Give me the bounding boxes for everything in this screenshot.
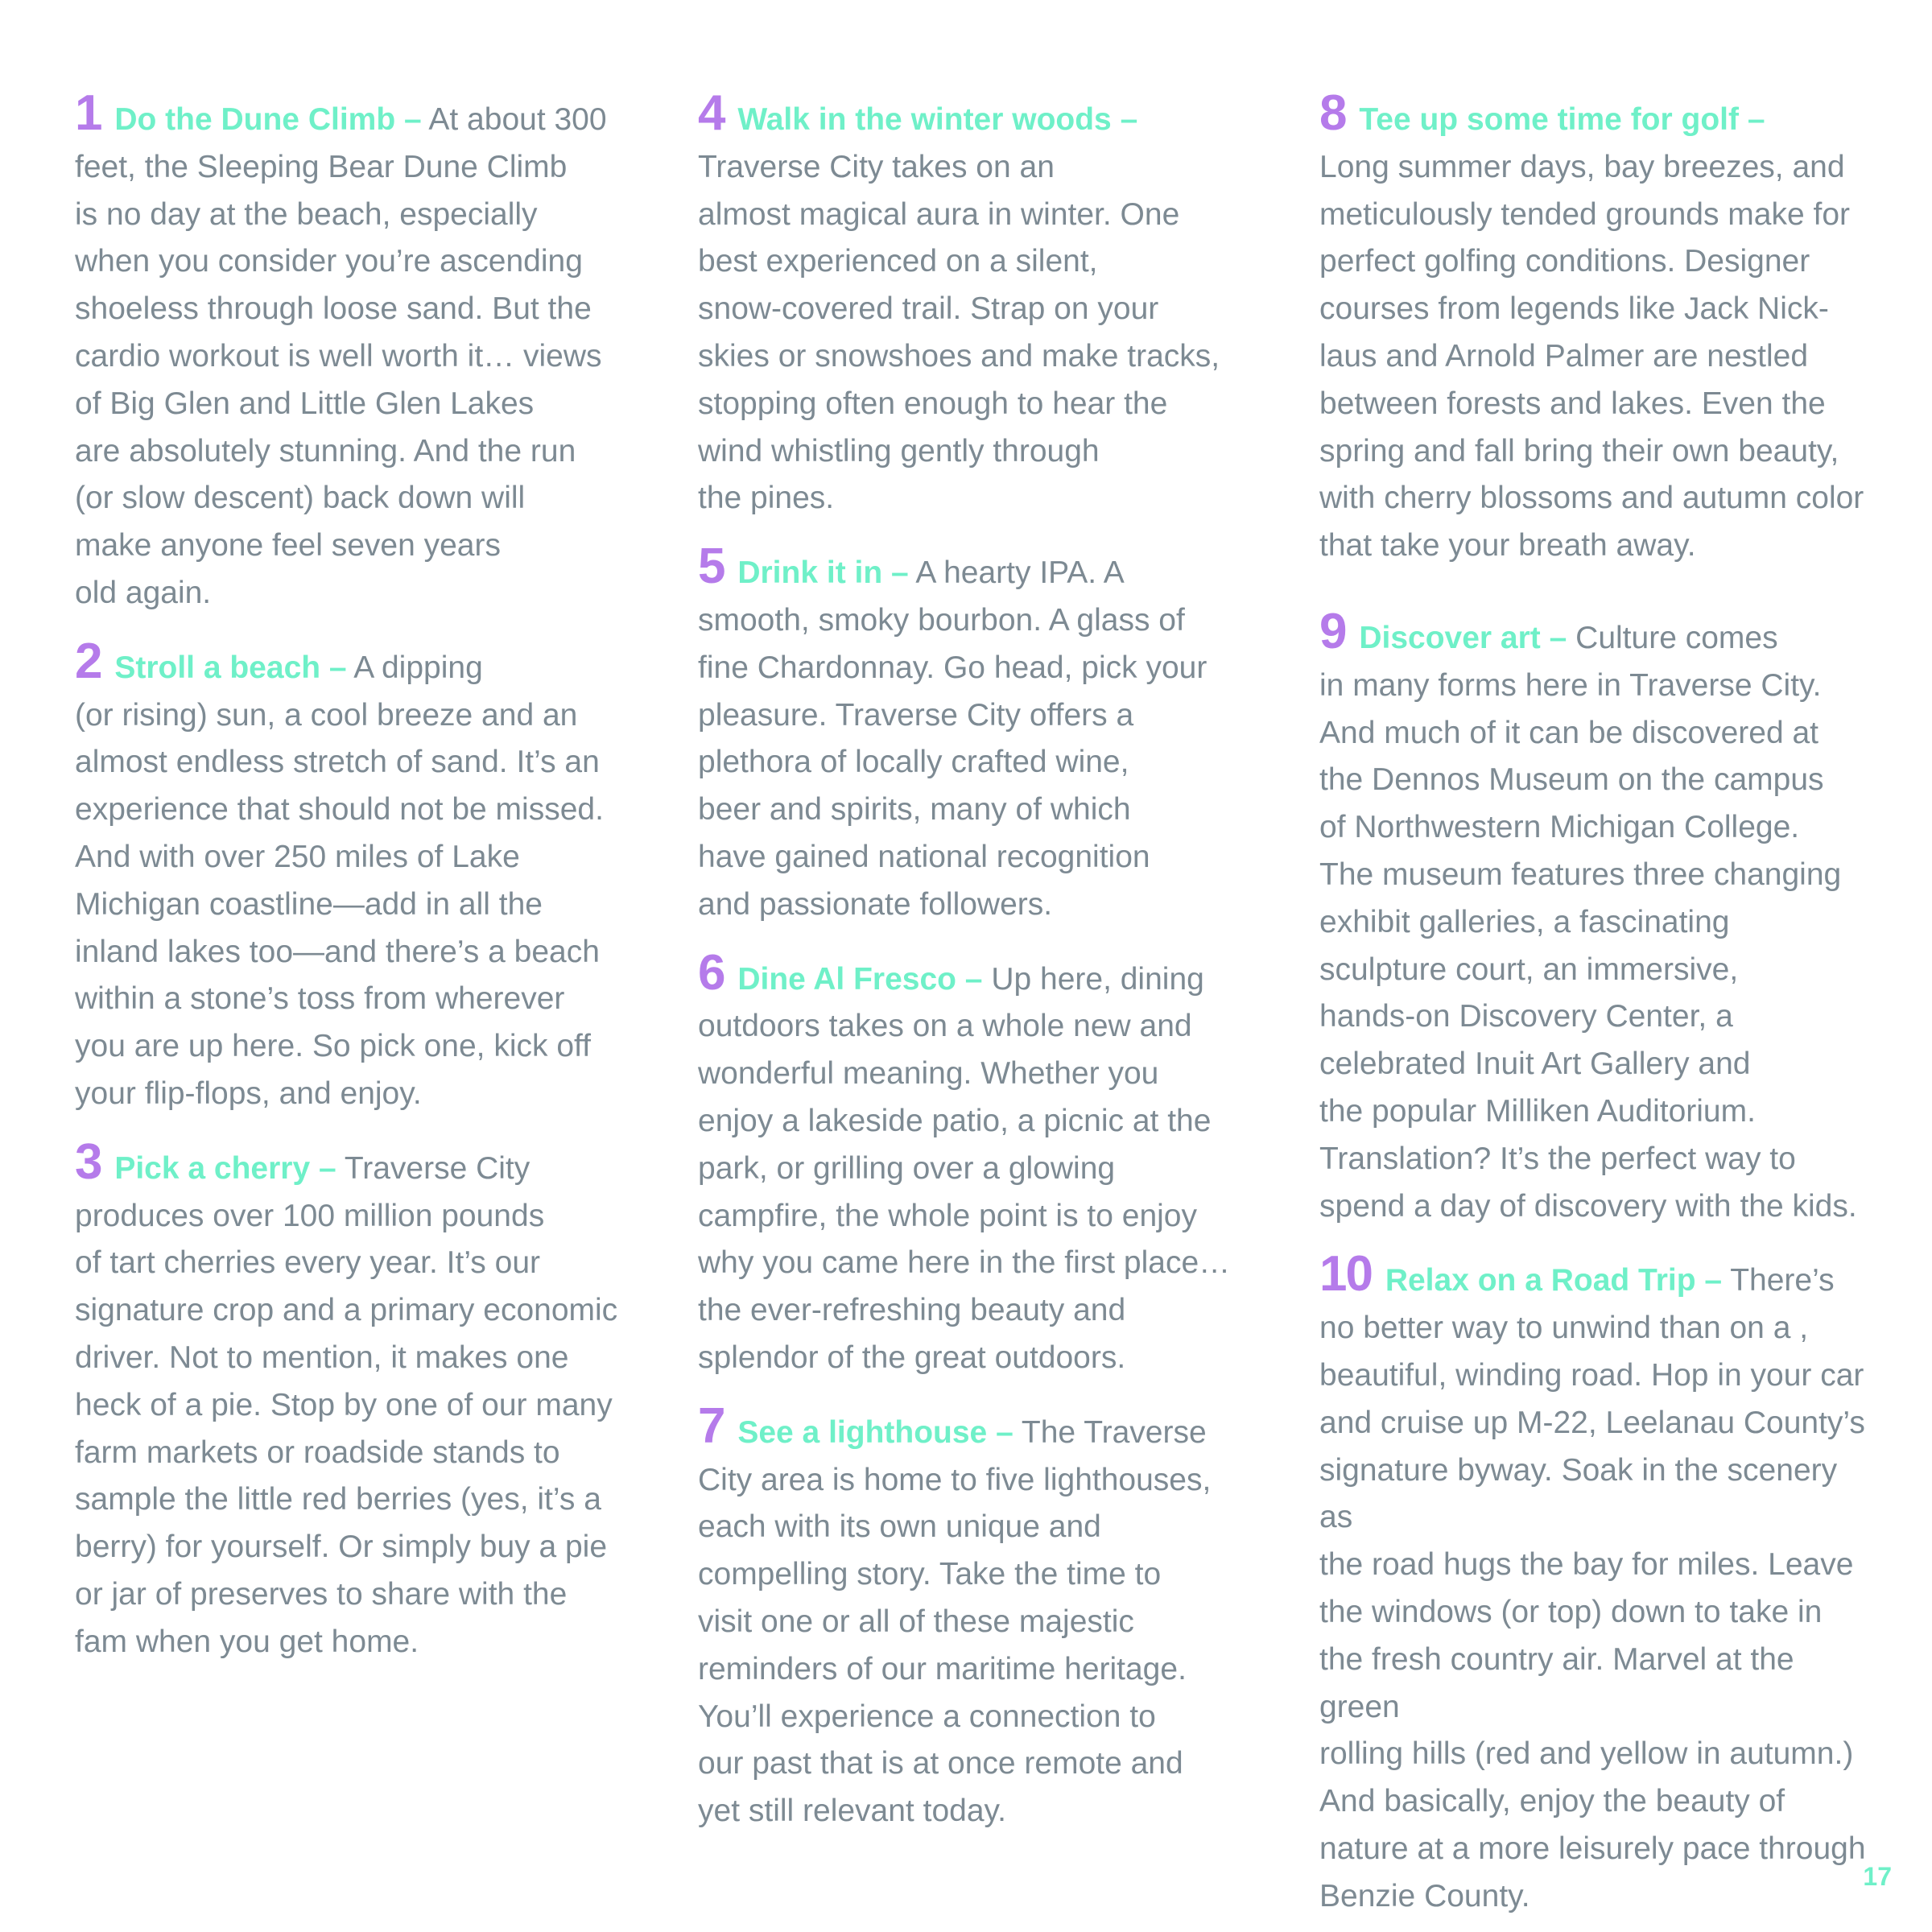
item-body-line: signature crop and a primary economic bbox=[75, 1293, 618, 1328]
item-body bbox=[75, 102, 607, 610]
item-body-line: when you consider you’re ascending bbox=[75, 244, 583, 279]
item-number: 1 bbox=[75, 85, 101, 141]
item-body-line: Up here, dining bbox=[991, 961, 1204, 997]
item-heading: Pick a cherry – bbox=[114, 1150, 336, 1186]
item-body-line: each with its own unique and bbox=[698, 1509, 1101, 1545]
item-body-line: reminders of our maritime heritage. bbox=[698, 1651, 1187, 1686]
item-body-line: At about 300 bbox=[428, 102, 607, 137]
item-body-line: fam when you get home. bbox=[75, 1624, 419, 1659]
item-body-line: City area is home to five lighthouses, bbox=[698, 1462, 1212, 1497]
item-body bbox=[698, 1415, 1211, 1828]
item-body-line: And basically, enjoy the beauty of bbox=[1319, 1784, 1785, 1819]
item-body-line: the ever-refreshing beauty and bbox=[698, 1293, 1126, 1328]
item-body-line: yet still relevant today. bbox=[698, 1794, 1006, 1829]
item-body bbox=[1319, 621, 1857, 1224]
item-body-line: signature byway. Soak in the scenery as bbox=[1319, 1452, 1838, 1535]
item-body bbox=[75, 1151, 617, 1659]
item-body-line: stopping often enough to hear the bbox=[698, 386, 1168, 421]
item-body-line: driver. Not to mention, it makes one bbox=[75, 1340, 569, 1375]
item-body-line: nature at a more leisurely pace through bbox=[1319, 1831, 1866, 1866]
item-body-line: the popular Milliken Auditorium. bbox=[1319, 1093, 1756, 1129]
item-body-line: with cherry blossoms and autumn color bbox=[1319, 481, 1864, 516]
item-body-line: hands-on Discovery Center, a bbox=[1319, 999, 1733, 1034]
item-body-line: sample the little red berries (yes, it’s a bbox=[75, 1482, 601, 1517]
item-body-line: experience that should not be missed. bbox=[75, 792, 604, 828]
item-body-line: you are up here. So pick one, kick off bbox=[75, 1029, 591, 1064]
item-heading: Stroll a beach – bbox=[114, 650, 347, 685]
item-body bbox=[698, 555, 1207, 922]
item-body-line: outdoors takes on a whole new and bbox=[698, 1009, 1192, 1044]
item-number: 2 bbox=[75, 633, 101, 689]
item-number: 4 bbox=[698, 85, 724, 141]
item-body-line: spend a day of discovery with the kids. bbox=[1319, 1188, 1857, 1224]
list-item-7 bbox=[698, 1397, 1253, 1835]
item-body-line: beautiful, winding road. Hop in your car bbox=[1319, 1357, 1864, 1393]
item-body-line: of Northwestern Michigan College. bbox=[1319, 810, 1800, 845]
item-body-line: the road hugs the bay for miles. Leave bbox=[1319, 1547, 1854, 1583]
item-body-line: campfire, the whole point is to enjoy bbox=[698, 1198, 1198, 1233]
item-number: 6 bbox=[698, 944, 724, 1001]
item-body-line: farm markets or roadside stands to bbox=[75, 1435, 560, 1470]
item-body-line: Long summer days, bay breezes, and bbox=[1319, 149, 1845, 184]
item-body-line: old again. bbox=[75, 575, 212, 610]
item-body-line: meticulously tended grounds make for bbox=[1319, 196, 1851, 232]
item-body-line: plethora of locally crafted wine, bbox=[698, 745, 1129, 780]
item-body-line: rolling hills (red and yellow in autumn.) bbox=[1319, 1736, 1854, 1772]
item-body-line: (or rising) sun, a cool breeze and an bbox=[75, 697, 578, 733]
list-item-9 bbox=[1319, 603, 1875, 1230]
item-body bbox=[1319, 150, 1864, 563]
item-body-line: exhibit galleries, a fascinating bbox=[1319, 904, 1730, 939]
column-left bbox=[75, 85, 630, 1666]
item-body-line: almost endless stretch of sand. It’s an bbox=[75, 745, 600, 780]
item-number: 9 bbox=[1319, 603, 1346, 659]
item-body-line: A hearty IPA. A bbox=[915, 555, 1125, 591]
item-body-line: fine Chardonnay. Go head, pick your bbox=[698, 650, 1208, 685]
item-body-line: have gained national recognition bbox=[698, 839, 1150, 874]
item-body-line: why you came here in the first place… bbox=[698, 1245, 1231, 1281]
list-item-3 bbox=[75, 1133, 630, 1666]
list-item-2 bbox=[75, 633, 630, 1118]
item-body-line: skies or snowshoes and make tracks, bbox=[698, 338, 1220, 374]
item-body-line: of tart cherries every year. It’s our bbox=[75, 1245, 541, 1281]
item-body-line: the Dennos Museum on the campus bbox=[1319, 762, 1824, 798]
item-body-line: shoeless through loose sand. But the bbox=[75, 291, 592, 327]
item-body-line: snow-covered trail. Strap on your bbox=[698, 291, 1159, 327]
item-body-line: Translation? It’s the perfect way to bbox=[1319, 1141, 1796, 1176]
item-body-line: and cruise up M-22, Leelanau County’s bbox=[1319, 1405, 1865, 1440]
item-body-line: the pines. bbox=[698, 481, 835, 516]
item-body bbox=[698, 150, 1220, 516]
column-middle bbox=[698, 85, 1253, 1835]
item-body-line: Culture comes bbox=[1575, 620, 1778, 655]
item-body-line: compelling story. Take the time to bbox=[698, 1557, 1162, 1592]
list-item-5 bbox=[698, 539, 1253, 928]
item-body-line: splendor of the great outdoors. bbox=[698, 1340, 1126, 1375]
item-heading: Do the Dune Climb – bbox=[114, 102, 422, 137]
item-number: 5 bbox=[698, 539, 724, 595]
item-body-line: perfect golfing conditions. Designer bbox=[1319, 244, 1810, 279]
list-item-10 bbox=[1319, 1246, 1875, 1920]
item-body-line: And with over 250 miles of Lake bbox=[75, 839, 520, 874]
item-number: 10 bbox=[1319, 1246, 1372, 1302]
item-body-line: sculpture court, an immersive, bbox=[1319, 952, 1739, 987]
item-body-line: berry) for yourself. Or simply buy a pie bbox=[75, 1530, 608, 1565]
item-body-line: smooth, smoky bourbon. A glass of bbox=[698, 602, 1185, 638]
item-body-line: park, or grilling over a glowing bbox=[698, 1150, 1116, 1186]
page-number: 17 bbox=[1863, 1862, 1892, 1891]
column-right bbox=[1319, 85, 1875, 1920]
item-number: 3 bbox=[75, 1133, 101, 1190]
list-item-1 bbox=[75, 85, 630, 617]
item-body-line: A dipping bbox=[353, 650, 483, 685]
item-body-line: cardio workout is well worth it… views bbox=[75, 338, 602, 374]
item-body-line: of Big Glen and Little Glen Lakes bbox=[75, 386, 535, 421]
item-body-line: almost magical aura in winter. One bbox=[698, 196, 1180, 232]
item-body-line: make anyone feel seven years bbox=[75, 528, 501, 564]
item-body-line: The Traverse bbox=[1021, 1414, 1207, 1450]
item-body-line: Traverse City takes on an bbox=[698, 149, 1055, 184]
item-number: 7 bbox=[698, 1397, 724, 1454]
item-body-line: the fresh country air. Marvel at the green bbox=[1319, 1641, 1794, 1724]
item-body bbox=[75, 650, 604, 1111]
item-heading: Discover art – bbox=[1359, 620, 1567, 655]
list-item-4 bbox=[698, 85, 1253, 522]
item-body-line: celebrated Inuit Art Gallery and bbox=[1319, 1046, 1751, 1082]
item-body-line: Michigan coastline—add in all the bbox=[75, 886, 543, 922]
item-body-line: or jar of preserves to share with the bbox=[75, 1576, 568, 1612]
item-body-line: best experienced on a silent, bbox=[698, 244, 1098, 279]
item-body-line: no better way to unwind than on a , bbox=[1319, 1311, 1809, 1346]
item-body-line: your flip-flops, and enjoy. bbox=[75, 1075, 422, 1111]
item-body bbox=[1319, 1263, 1866, 1913]
item-body-line: wonderful meaning. Whether you bbox=[698, 1056, 1159, 1092]
item-body-line: enjoy a lakeside patio, a picnic at the bbox=[698, 1103, 1212, 1138]
item-body-line: are absolutely stunning. And the run bbox=[75, 433, 576, 469]
item-body-line: And much of it can be discovered at bbox=[1319, 715, 1819, 750]
item-body-line: There’s bbox=[1730, 1263, 1835, 1298]
item-body-line: within a stone’s toss from wherever bbox=[75, 981, 565, 1017]
item-body-line: that take your breath away. bbox=[1319, 528, 1696, 564]
item-heading: Dine Al Fresco – bbox=[737, 961, 983, 997]
item-body bbox=[698, 962, 1230, 1375]
item-body-line: laus and Arnold Palmer are nestled bbox=[1319, 338, 1809, 374]
item-body-line: between forests and lakes. Even the bbox=[1319, 386, 1826, 421]
item-body-line: and passionate followers. bbox=[698, 886, 1053, 922]
list-item-6 bbox=[698, 944, 1253, 1382]
item-number: 8 bbox=[1319, 85, 1346, 141]
item-body-line: Benzie County. bbox=[1319, 1878, 1530, 1913]
item-body-line: heck of a pie. Stop by one of our many bbox=[75, 1387, 613, 1422]
item-body-line: the windows (or top) down to take in bbox=[1319, 1594, 1823, 1629]
item-body-line: wind whistling gently through bbox=[698, 433, 1100, 469]
item-body-line: our past that is at once remote and bbox=[698, 1746, 1183, 1781]
item-heading: Drink it in – bbox=[737, 555, 909, 591]
item-body-line: courses from legends like Jack Nick- bbox=[1319, 291, 1829, 327]
item-body-line: feet, the Sleeping Bear Dune Climb bbox=[75, 149, 568, 184]
item-body-line: produces over 100 million pounds bbox=[75, 1198, 545, 1233]
item-body-line: in many forms here in Traverse City. bbox=[1319, 667, 1822, 703]
item-body-line: is no day at the beach, especially bbox=[75, 196, 538, 232]
item-heading: See a lighthouse – bbox=[737, 1414, 1013, 1450]
item-body-line: inland lakes too—and there’s a beach bbox=[75, 934, 600, 969]
item-body-line: The museum features three changing bbox=[1319, 857, 1842, 892]
item-heading: Walk in the winter woods – bbox=[737, 102, 1138, 137]
item-body-line: visit one or all of these majestic bbox=[698, 1604, 1134, 1639]
item-heading: Relax on a Road Trip – bbox=[1385, 1263, 1723, 1298]
item-body-line: pleasure. Traverse City offers a bbox=[698, 697, 1134, 733]
item-heading: Tee up some time for golf – bbox=[1359, 102, 1765, 137]
item-body-line: (or slow descent) back down will bbox=[75, 481, 526, 516]
item-body-line: beer and spirits, many of which bbox=[698, 792, 1131, 828]
item-body-line: You’ll experience a connection to bbox=[698, 1699, 1156, 1734]
list-item-8 bbox=[1319, 85, 1875, 570]
item-body-line: spring and fall bring their own beauty, bbox=[1319, 433, 1839, 469]
item-body-line: Traverse City bbox=[344, 1150, 530, 1186]
